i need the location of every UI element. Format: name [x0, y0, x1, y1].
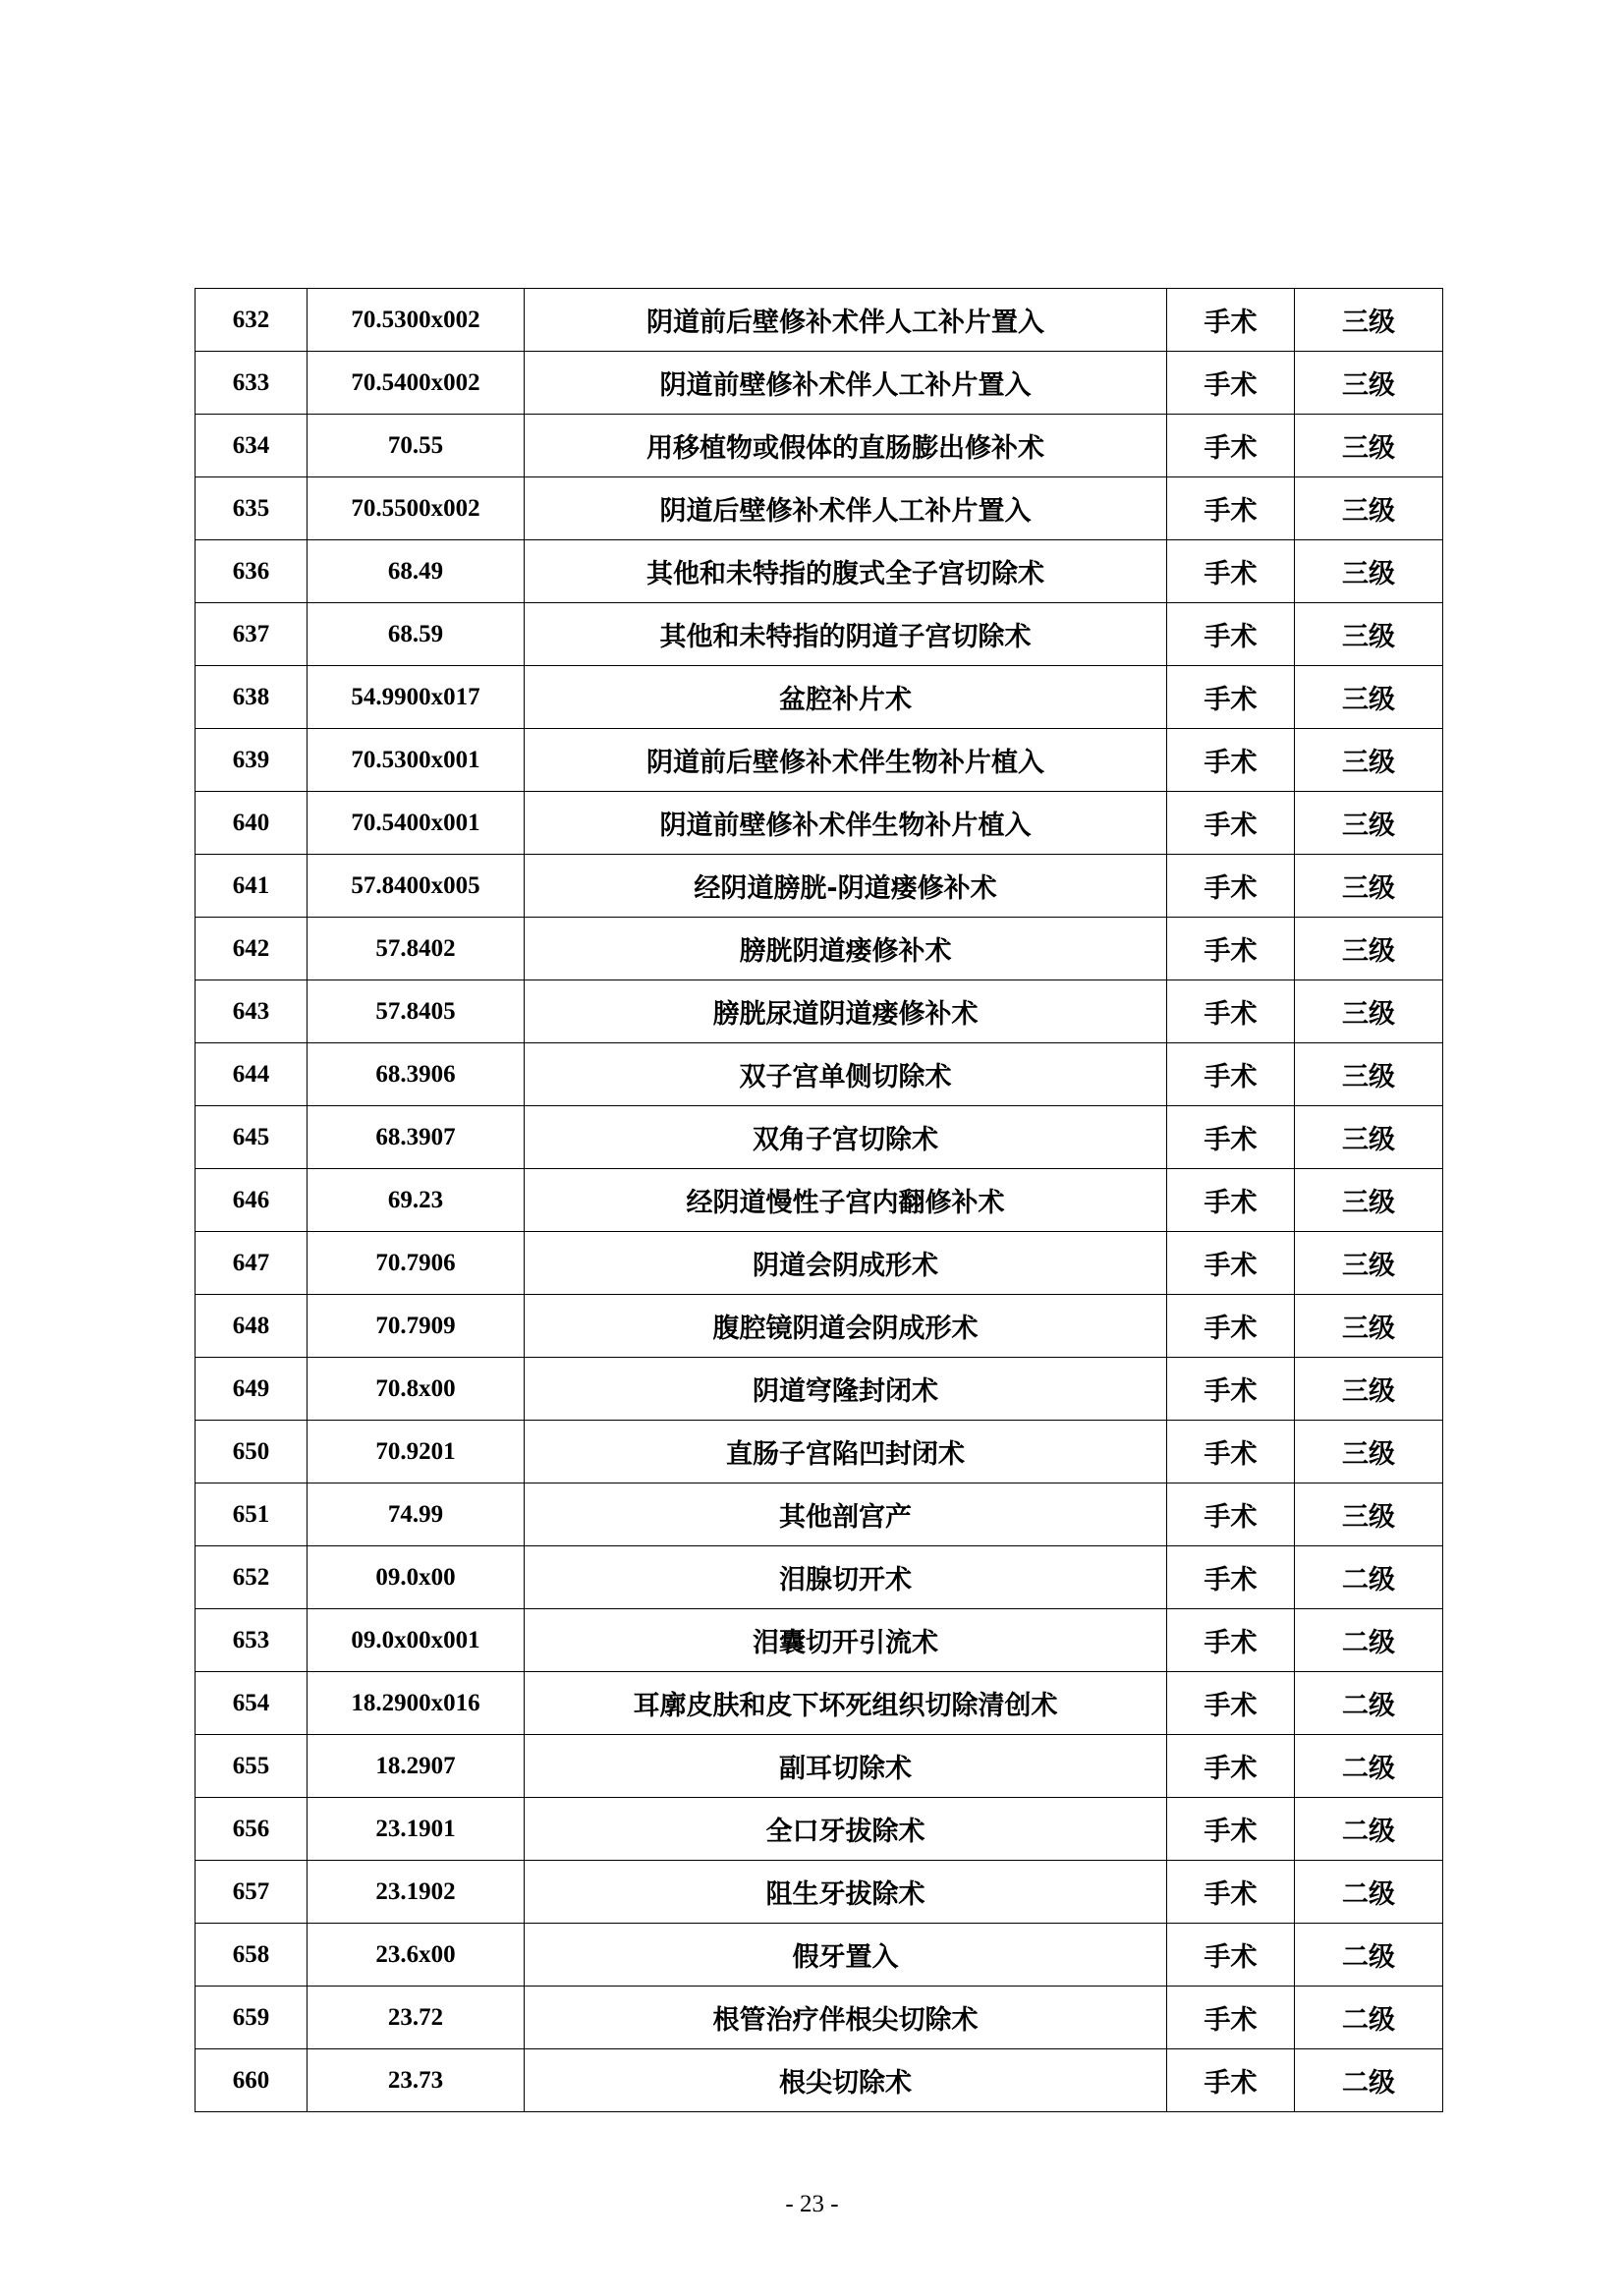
- table-row: [196, 1924, 1443, 1987]
- procedure-name-cell: 经阴道慢性子宫内翻修补术: [525, 1169, 1167, 1232]
- row-number-cell: 655: [196, 1735, 308, 1798]
- procedure-name-cell: 直肠子宫陷凹封闭术: [525, 1421, 1167, 1483]
- row-number-cell: 632: [196, 289, 308, 352]
- procedure-type-cell: 手术: [1167, 1546, 1295, 1609]
- table-row: [196, 1043, 1443, 1106]
- procedure-code-cell: 57.8402: [308, 918, 525, 980]
- row-number-cell: 650: [196, 1421, 308, 1483]
- row-number-cell: 637: [196, 603, 308, 666]
- table-row: [196, 1672, 1443, 1735]
- table-row: [196, 477, 1443, 540]
- procedure-code-cell: 70.55: [308, 415, 525, 477]
- procedure-type-cell: 手术: [1167, 1672, 1295, 1735]
- procedure-name-cell: 阻生牙拔除术: [525, 1861, 1167, 1924]
- row-number-cell: 653: [196, 1609, 308, 1672]
- procedure-type-cell: 手术: [1167, 352, 1295, 415]
- procedure-type-cell: 手术: [1167, 1735, 1295, 1798]
- row-number-cell: 654: [196, 1672, 308, 1735]
- procedure-level-cell: 三级: [1295, 729, 1443, 792]
- procedure-type-cell: 手术: [1167, 1798, 1295, 1861]
- row-number-cell: 660: [196, 2049, 308, 2112]
- table-row: [196, 1421, 1443, 1483]
- procedure-name-cell: 经阴道膀胱-阴道瘘修补术: [525, 855, 1167, 918]
- procedure-level-cell: 三级: [1295, 1043, 1443, 1106]
- table-row: [196, 1295, 1443, 1358]
- procedure-type-cell: 手术: [1167, 1358, 1295, 1421]
- procedure-level-cell: 二级: [1295, 1609, 1443, 1672]
- procedure-code-cell: 23.1902: [308, 1861, 525, 1924]
- procedure-code-cell: 70.7909: [308, 1295, 525, 1358]
- procedure-code-cell: 09.0x00x001: [308, 1609, 525, 1672]
- procedure-code-cell: 68.59: [308, 603, 525, 666]
- procedure-type-cell: 手术: [1167, 1609, 1295, 1672]
- procedure-code-cell: 18.2907: [308, 1735, 525, 1798]
- procedure-type-cell: 手术: [1167, 1483, 1295, 1546]
- procedure-name-cell: 副耳切除术: [525, 1735, 1167, 1798]
- row-number-cell: 651: [196, 1483, 308, 1546]
- row-number-cell: 659: [196, 1987, 308, 2049]
- procedure-name-cell: 根尖切除术: [525, 2049, 1167, 2112]
- procedure-name-cell: 泪囊切开引流术: [525, 1609, 1167, 1672]
- procedure-type-cell: 手术: [1167, 1987, 1295, 2049]
- procedure-level-cell: 三级: [1295, 603, 1443, 666]
- procedure-name-cell: 根管治疗伴根尖切除术: [525, 1987, 1167, 2049]
- procedure-level-cell: 三级: [1295, 1358, 1443, 1421]
- table-row: [196, 855, 1443, 918]
- procedure-level-cell: 三级: [1295, 1232, 1443, 1295]
- procedure-name-cell: 阴道后壁修补术伴人工补片置入: [525, 477, 1167, 540]
- procedure-type-cell: 手术: [1167, 792, 1295, 855]
- procedure-code-cell: 68.3907: [308, 1106, 525, 1169]
- table-row: [196, 1483, 1443, 1546]
- procedure-level-cell: 三级: [1295, 477, 1443, 540]
- row-number-cell: 639: [196, 729, 308, 792]
- procedure-code-cell: 70.5400x002: [308, 352, 525, 415]
- procedure-name-cell: 阴道前壁修补术伴生物补片植入: [525, 792, 1167, 855]
- procedure-name-cell: 假牙置入: [525, 1924, 1167, 1987]
- procedure-type-cell: 手术: [1167, 855, 1295, 918]
- procedure-code-cell: 70.5400x001: [308, 792, 525, 855]
- procedure-name-cell: 其他剖宫产: [525, 1483, 1167, 1546]
- row-number-cell: 649: [196, 1358, 308, 1421]
- row-number-cell: 633: [196, 352, 308, 415]
- row-number-cell: 643: [196, 980, 308, 1043]
- row-number-cell: 636: [196, 540, 308, 603]
- procedure-type-cell: 手术: [1167, 289, 1295, 352]
- procedure-name-cell: 用移植物或假体的直肠膨出修补术: [525, 415, 1167, 477]
- row-number-cell: 635: [196, 477, 308, 540]
- procedure-name-cell: 耳廓皮肤和皮下坏死组织切除清创术: [525, 1672, 1167, 1735]
- procedure-code-cell: 23.73: [308, 2049, 525, 2112]
- procedure-type-cell: 手术: [1167, 1106, 1295, 1169]
- procedure-level-cell: 二级: [1295, 1987, 1443, 2049]
- row-number-cell: 642: [196, 918, 308, 980]
- procedure-name-cell: 腹腔镜阴道会阴成形术: [525, 1295, 1167, 1358]
- procedure-code-cell: 23.6x00: [308, 1924, 525, 1987]
- procedure-type-cell: 手术: [1167, 980, 1295, 1043]
- procedure-level-cell: 三级: [1295, 666, 1443, 729]
- procedure-level-cell: 三级: [1295, 1295, 1443, 1358]
- procedure-code-cell: 57.8400x005: [308, 855, 525, 918]
- procedure-level-cell: 三级: [1295, 980, 1443, 1043]
- procedure-level-cell: 三级: [1295, 1421, 1443, 1483]
- table-row: [196, 1609, 1443, 1672]
- procedure-type-cell: 手术: [1167, 729, 1295, 792]
- row-number-cell: 648: [196, 1295, 308, 1358]
- procedure-type-cell: 手术: [1167, 918, 1295, 980]
- table-row: [196, 415, 1443, 477]
- table-row: [196, 603, 1443, 666]
- table-row: [196, 980, 1443, 1043]
- procedure-code-cell: 70.7906: [308, 1232, 525, 1295]
- row-number-cell: 656: [196, 1798, 308, 1861]
- procedure-code-cell: 70.9201: [308, 1421, 525, 1483]
- procedure-code-cell: 69.23: [308, 1169, 525, 1232]
- procedure-level-cell: 三级: [1295, 415, 1443, 477]
- procedure-level-cell: 二级: [1295, 1798, 1443, 1861]
- procedure-code-cell: 23.1901: [308, 1798, 525, 1861]
- table-row: [196, 1106, 1443, 1169]
- procedure-level-cell: 三级: [1295, 855, 1443, 918]
- procedure-level-cell: 二级: [1295, 2049, 1443, 2112]
- procedure-name-cell: 阴道前后壁修补术伴人工补片置入: [525, 289, 1167, 352]
- table-row: [196, 1169, 1443, 1232]
- procedure-name-cell: 阴道会阴成形术: [525, 1232, 1167, 1295]
- procedure-type-cell: 手术: [1167, 666, 1295, 729]
- table-row: [196, 729, 1443, 792]
- procedure-name-cell: 双角子宫切除术: [525, 1106, 1167, 1169]
- table-row: [196, 2049, 1443, 2112]
- procedure-name-cell: 其他和未特指的阴道子宫切除术: [525, 603, 1167, 666]
- procedure-name-cell: 双子宫单侧切除术: [525, 1043, 1167, 1106]
- procedure-type-cell: 手术: [1167, 1924, 1295, 1987]
- procedure-name-cell: 阴道穹隆封闭术: [525, 1358, 1167, 1421]
- table-row: [196, 1232, 1443, 1295]
- procedure-code-cell: 70.5500x002: [308, 477, 525, 540]
- row-number-cell: 646: [196, 1169, 308, 1232]
- procedure-level-cell: 二级: [1295, 1672, 1443, 1735]
- procedure-code-cell: 70.8x00: [308, 1358, 525, 1421]
- row-number-cell: 640: [196, 792, 308, 855]
- procedure-code-cell: 70.5300x001: [308, 729, 525, 792]
- procedure-name-cell: 膀胱尿道阴道瘘修补术: [525, 980, 1167, 1043]
- table-row: [196, 666, 1443, 729]
- procedure-type-cell: 手术: [1167, 415, 1295, 477]
- procedure-type-cell: 手术: [1167, 603, 1295, 666]
- procedure-code-cell: 70.5300x002: [308, 289, 525, 352]
- table-row: [196, 1987, 1443, 2049]
- table-row: [196, 918, 1443, 980]
- table-row: [196, 792, 1443, 855]
- procedure-name-cell: 其他和未特指的腹式全子宫切除术: [525, 540, 1167, 603]
- procedure-level-cell: 三级: [1295, 918, 1443, 980]
- procedure-level-cell: 三级: [1295, 540, 1443, 603]
- procedure-level-cell: 二级: [1295, 1924, 1443, 1987]
- procedure-name-cell: 阴道前壁修补术伴人工补片置入: [525, 352, 1167, 415]
- procedure-level-cell: 二级: [1295, 1861, 1443, 1924]
- procedure-level-cell: 二级: [1295, 1546, 1443, 1609]
- procedure-type-cell: 手术: [1167, 1295, 1295, 1358]
- procedure-type-cell: 手术: [1167, 540, 1295, 603]
- table-row: [196, 352, 1443, 415]
- procedure-code-cell: 68.3906: [308, 1043, 525, 1106]
- procedure-level-cell: 三级: [1295, 1169, 1443, 1232]
- procedure-level-cell: 二级: [1295, 1735, 1443, 1798]
- row-number-cell: 658: [196, 1924, 308, 1987]
- procedure-level-cell: 三级: [1295, 1483, 1443, 1546]
- row-number-cell: 634: [196, 415, 308, 477]
- table-row: [196, 1861, 1443, 1924]
- procedure-name-cell: 阴道前后壁修补术伴生物补片植入: [525, 729, 1167, 792]
- row-number-cell: 645: [196, 1106, 308, 1169]
- procedure-level-cell: 三级: [1295, 289, 1443, 352]
- procedure-type-cell: 手术: [1167, 1232, 1295, 1295]
- table-row: [196, 540, 1443, 603]
- procedure-name-cell: 盆腔补片术: [525, 666, 1167, 729]
- procedure-type-cell: 手术: [1167, 1169, 1295, 1232]
- procedure-code-cell: 09.0x00: [308, 1546, 525, 1609]
- procedure-code-cell: 74.99: [308, 1483, 525, 1546]
- procedure-type-cell: 手术: [1167, 1421, 1295, 1483]
- procedure-name-cell: 全口牙拔除术: [525, 1798, 1167, 1861]
- procedure-level-cell: 三级: [1295, 792, 1443, 855]
- procedure-table-body: [196, 289, 1443, 2112]
- table-row: [196, 1546, 1443, 1609]
- table-row: [196, 1798, 1443, 1861]
- procedure-code-cell: 18.2900x016: [308, 1672, 525, 1735]
- procedure-code-cell: 23.72: [308, 1987, 525, 2049]
- procedure-level-cell: 三级: [1295, 352, 1443, 415]
- row-number-cell: 641: [196, 855, 308, 918]
- row-number-cell: 647: [196, 1232, 308, 1295]
- procedure-table: [195, 288, 1443, 2112]
- page-number: - 23 -: [785, 2191, 839, 2217]
- procedure-name-cell: 泪腺切开术: [525, 1546, 1167, 1609]
- procedure-type-cell: 手术: [1167, 477, 1295, 540]
- row-number-cell: 638: [196, 666, 308, 729]
- table-row: [196, 1735, 1443, 1798]
- procedure-type-cell: 手术: [1167, 1861, 1295, 1924]
- procedure-name-cell: 膀胱阴道瘘修补术: [525, 918, 1167, 980]
- procedure-code-cell: 57.8405: [308, 980, 525, 1043]
- procedure-code-cell: 54.9900x017: [308, 666, 525, 729]
- row-number-cell: 652: [196, 1546, 308, 1609]
- table-row: [196, 289, 1443, 352]
- table-row: [196, 1358, 1443, 1421]
- procedure-type-cell: 手术: [1167, 2049, 1295, 2112]
- row-number-cell: 644: [196, 1043, 308, 1106]
- procedure-code-cell: 68.49: [308, 540, 525, 603]
- row-number-cell: 657: [196, 1861, 308, 1924]
- procedure-type-cell: 手术: [1167, 1043, 1295, 1106]
- procedure-level-cell: 三级: [1295, 1106, 1443, 1169]
